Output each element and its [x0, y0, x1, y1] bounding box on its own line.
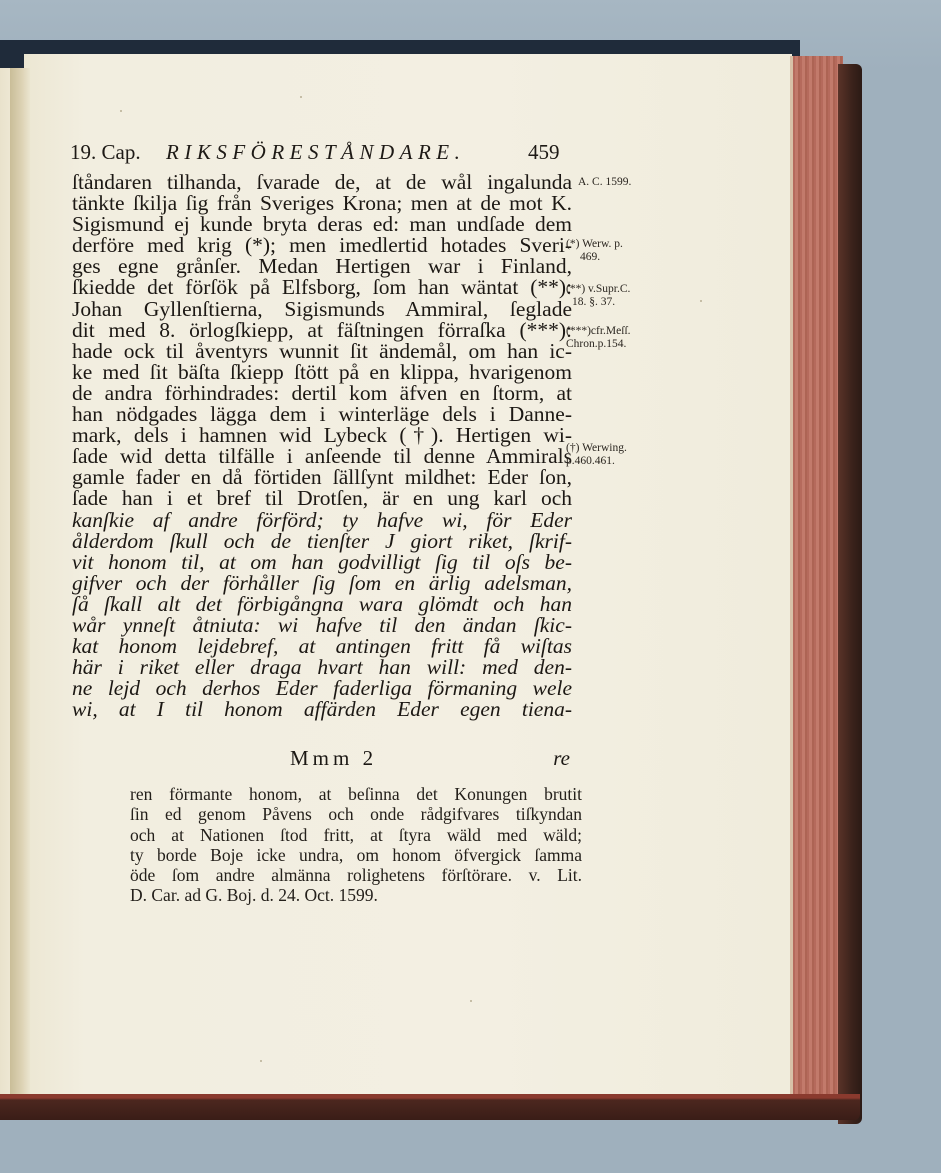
margin-note-text: A. C. 1599. [578, 176, 632, 188]
margin-note-text: p.460.461. [566, 455, 615, 467]
page-number: 459 [528, 140, 560, 164]
margin-note-text: (*) Werw. p. [566, 238, 623, 250]
body-line-italic: vit honom til, at om han godvilligt ſig til oſs be- [72, 549, 572, 574]
margin-note-text: 18. §. 37. [572, 296, 616, 308]
signature-line [290, 746, 580, 771]
body-line: de andra förhindrades: dertil kom äfven en ſtorm, at [72, 380, 572, 405]
footnote-line: ren förmante honom, at beſinna det Konungen brutit [130, 784, 582, 804]
book-cover-right-edge [838, 64, 862, 1124]
running-head [70, 140, 570, 170]
body-line: hade ock til åventyrs wunnit ſit ändemål, om han ic- [72, 338, 572, 363]
body-text [72, 172, 572, 720]
catchword: re [553, 746, 570, 770]
body-line-italic: wi, at I til honom affärden Eder egen tiena- [72, 697, 572, 722]
running-title: RIKSFÖRESTÅNDARE. [166, 140, 466, 164]
footnote-text [130, 784, 582, 906]
body-line: gamle fader en då förtiden ſällſynt mildhet: Eder ſon, [72, 465, 572, 490]
margin-note [566, 283, 630, 309]
body-line: ſtåndaren tilhanda, ſvarade de, at de wål ingalunda [72, 170, 572, 194]
body-line: mark, dels i hamnen wid Lybeck (†). Hertigen wi- [72, 423, 572, 448]
body-line: tänkte ſkilja ſig från Sveriges Krona; men at de mot K. [72, 191, 572, 216]
body-line-italic: här i riket eller draga hvart han will: med den- [72, 655, 572, 680]
book-cover-bottom-edge [0, 1094, 860, 1120]
body-line: Sigismund ej kunde bryta deras ed: man undſade dem [72, 212, 572, 237]
body-line: ſkiedde det förſök på Elfsborg, ſom han wäntat (**): [72, 275, 572, 300]
body-line-italic: ne lejd och derhos Eder faderliga förmaning wele [72, 676, 572, 701]
body-line: derföre med krig (*); men imedlertid hotades Sveri- [72, 233, 572, 258]
body-line: ſade wid detta tilfälle i anſeende til denne Ammirals [72, 444, 572, 469]
body-line: ke med ſit bäſta ſkiepp ſtött på en klippa, hvarigenom [72, 359, 572, 384]
red-page-edges [790, 56, 843, 1096]
margin-note [566, 442, 627, 468]
margin-note-text: (†) Werwing. [566, 442, 627, 454]
footnote-line: ty borde Boje icke undra, om honom öfvergick ſamma [130, 844, 582, 865]
margin-note-text: (***)cfr.Meſſ. [566, 325, 631, 337]
body-line-italic: ſå ſkall alt det förbigångna wara glömdt och han [72, 591, 572, 616]
book-gutter [10, 68, 30, 1100]
body-line-italic: ålderdom ſkull och de tienſter J giort riket, ſkrif- [72, 528, 572, 553]
footnote-line: ſin ed genom Påvens och onde rådgifvares tiſkyndan [130, 804, 582, 825]
footnote-line: öde ſom andre almänna rolighetens förſtörare. v. Lit. [130, 865, 582, 886]
body-line: Johan Gyllenſtierna, Sigismunds Ammiral, ſeglade [72, 296, 572, 321]
body-line-italic: kat honom lejdebref, at antingen fritt få wiſtas [72, 634, 572, 659]
body-line-italic: kanſkie af andre förförd; ty hafve wi, för Eder [72, 507, 572, 532]
footnote-line: D. Car. ad G. Boj. d. 24. Oct. 1599. [130, 885, 378, 906]
margin-note [566, 238, 623, 264]
body-line: ſade han i et bref til Drotſen, är en ung karl och [72, 486, 572, 511]
margin-note-text: Chron.p.154. [566, 338, 627, 350]
margin-note-text: (**) v.Supr.C. [566, 283, 631, 295]
body-line: dit med 8. örlogſkiepp, at fäſtningen förraſka (***): [72, 317, 572, 342]
body-line-italic: wår ynneſt åtniuta: wi hafve til den ändan ſkic- [72, 612, 572, 637]
signature-mark: Mmm 2 [290, 746, 378, 770]
body-line: han nödgades lägga dem i winterläge dels i Danne- [72, 402, 572, 427]
margin-note [566, 325, 631, 351]
footnote-line: och at Nationen ſtod fritt, at ſtyra wäld med wäld; [130, 824, 582, 845]
margin-note-year [578, 176, 631, 189]
margin-note-text: 469. [580, 251, 601, 263]
body-line-italic: gifver och der förhåller ſig ſom en ärlig adelsman, [72, 570, 572, 595]
chapter-label: 19. Cap. [70, 140, 141, 164]
body-line: ges egne grånſer. Medan Hertigen war i Finland, [72, 254, 572, 279]
